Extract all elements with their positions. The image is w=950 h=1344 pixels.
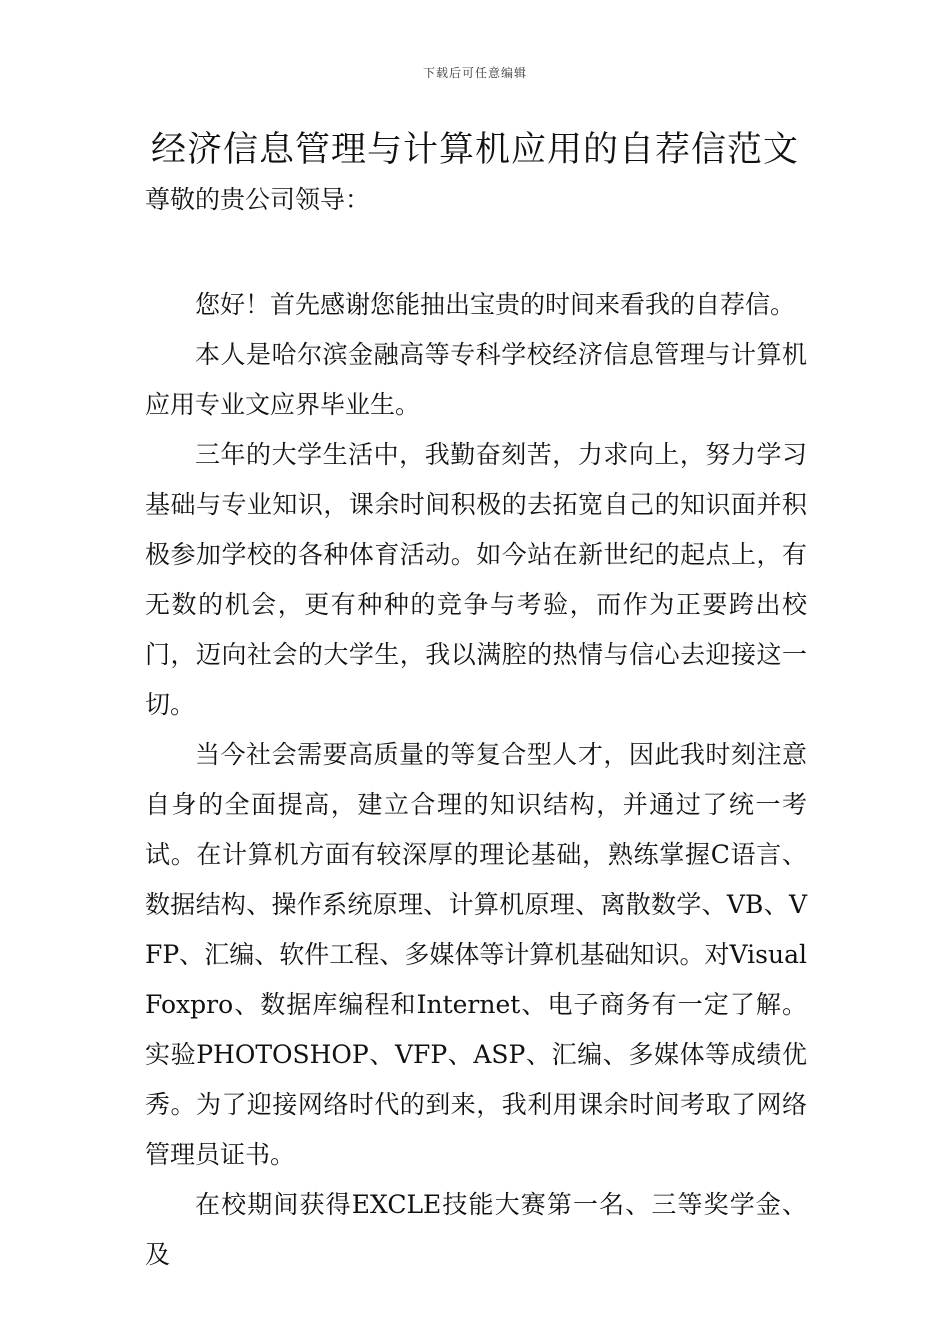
paragraph-greeting: 您好！首先感谢您能抽出宝贵的时间来看我的自荐信。 [195, 290, 796, 319]
paragraph-introduction: 本人是哈尔滨金融高等专科学校经济信息管理与计算机应用专业文应界毕业生。 [145, 340, 807, 419]
paragraph-skills: 当今社会需要高质量的等复合型人才，因此我时刻注意自身的全面提高，建立合理的知识结构，并通过了统一考试。在计算机方面有较深厚的理论基础，熟练掌握C语言、数据结构、操作系统原理、计算机原理、离散数学、VB、VFP、汇编、软件工程、多媒体等计算机基础知识。对VisualFoxpro、数据库编程和Internet、电子商务有一定了解。实验PHOTOSHOP、VFP、ASP、汇编、多媒体等成绩优秀。为了迎接网络时代的到来，我利用课余时间考取了网络管理员证书。 [145, 740, 807, 1169]
salutation: 尊敬的贵公司领导： [145, 185, 371, 214]
page-header-note: 下载后可任意编辑 [422, 66, 527, 80]
paragraph-awards: 在校期间获得EXCLE技能大赛第一名、三等奖学金、及 [145, 1190, 807, 1269]
letter-body [145, 280, 807, 1280]
document-title: 经济信息管理与计算机应用的自荐信范文 [150, 130, 799, 170]
paragraph-college-life: 三年的大学生活中，我勤奋刻苦，力求向上，努力学习基础与专业知识，课余时间积极的去拓宽自己的知识面并积极参加学校的各种体育活动。如今站在新世纪的起点上，有无数的机会，更有种种的竞争与考验，而作为正要跨出校门，迈向社会的大学生，我以满腔的热情与信心去迎接这一切。 [145, 440, 807, 719]
